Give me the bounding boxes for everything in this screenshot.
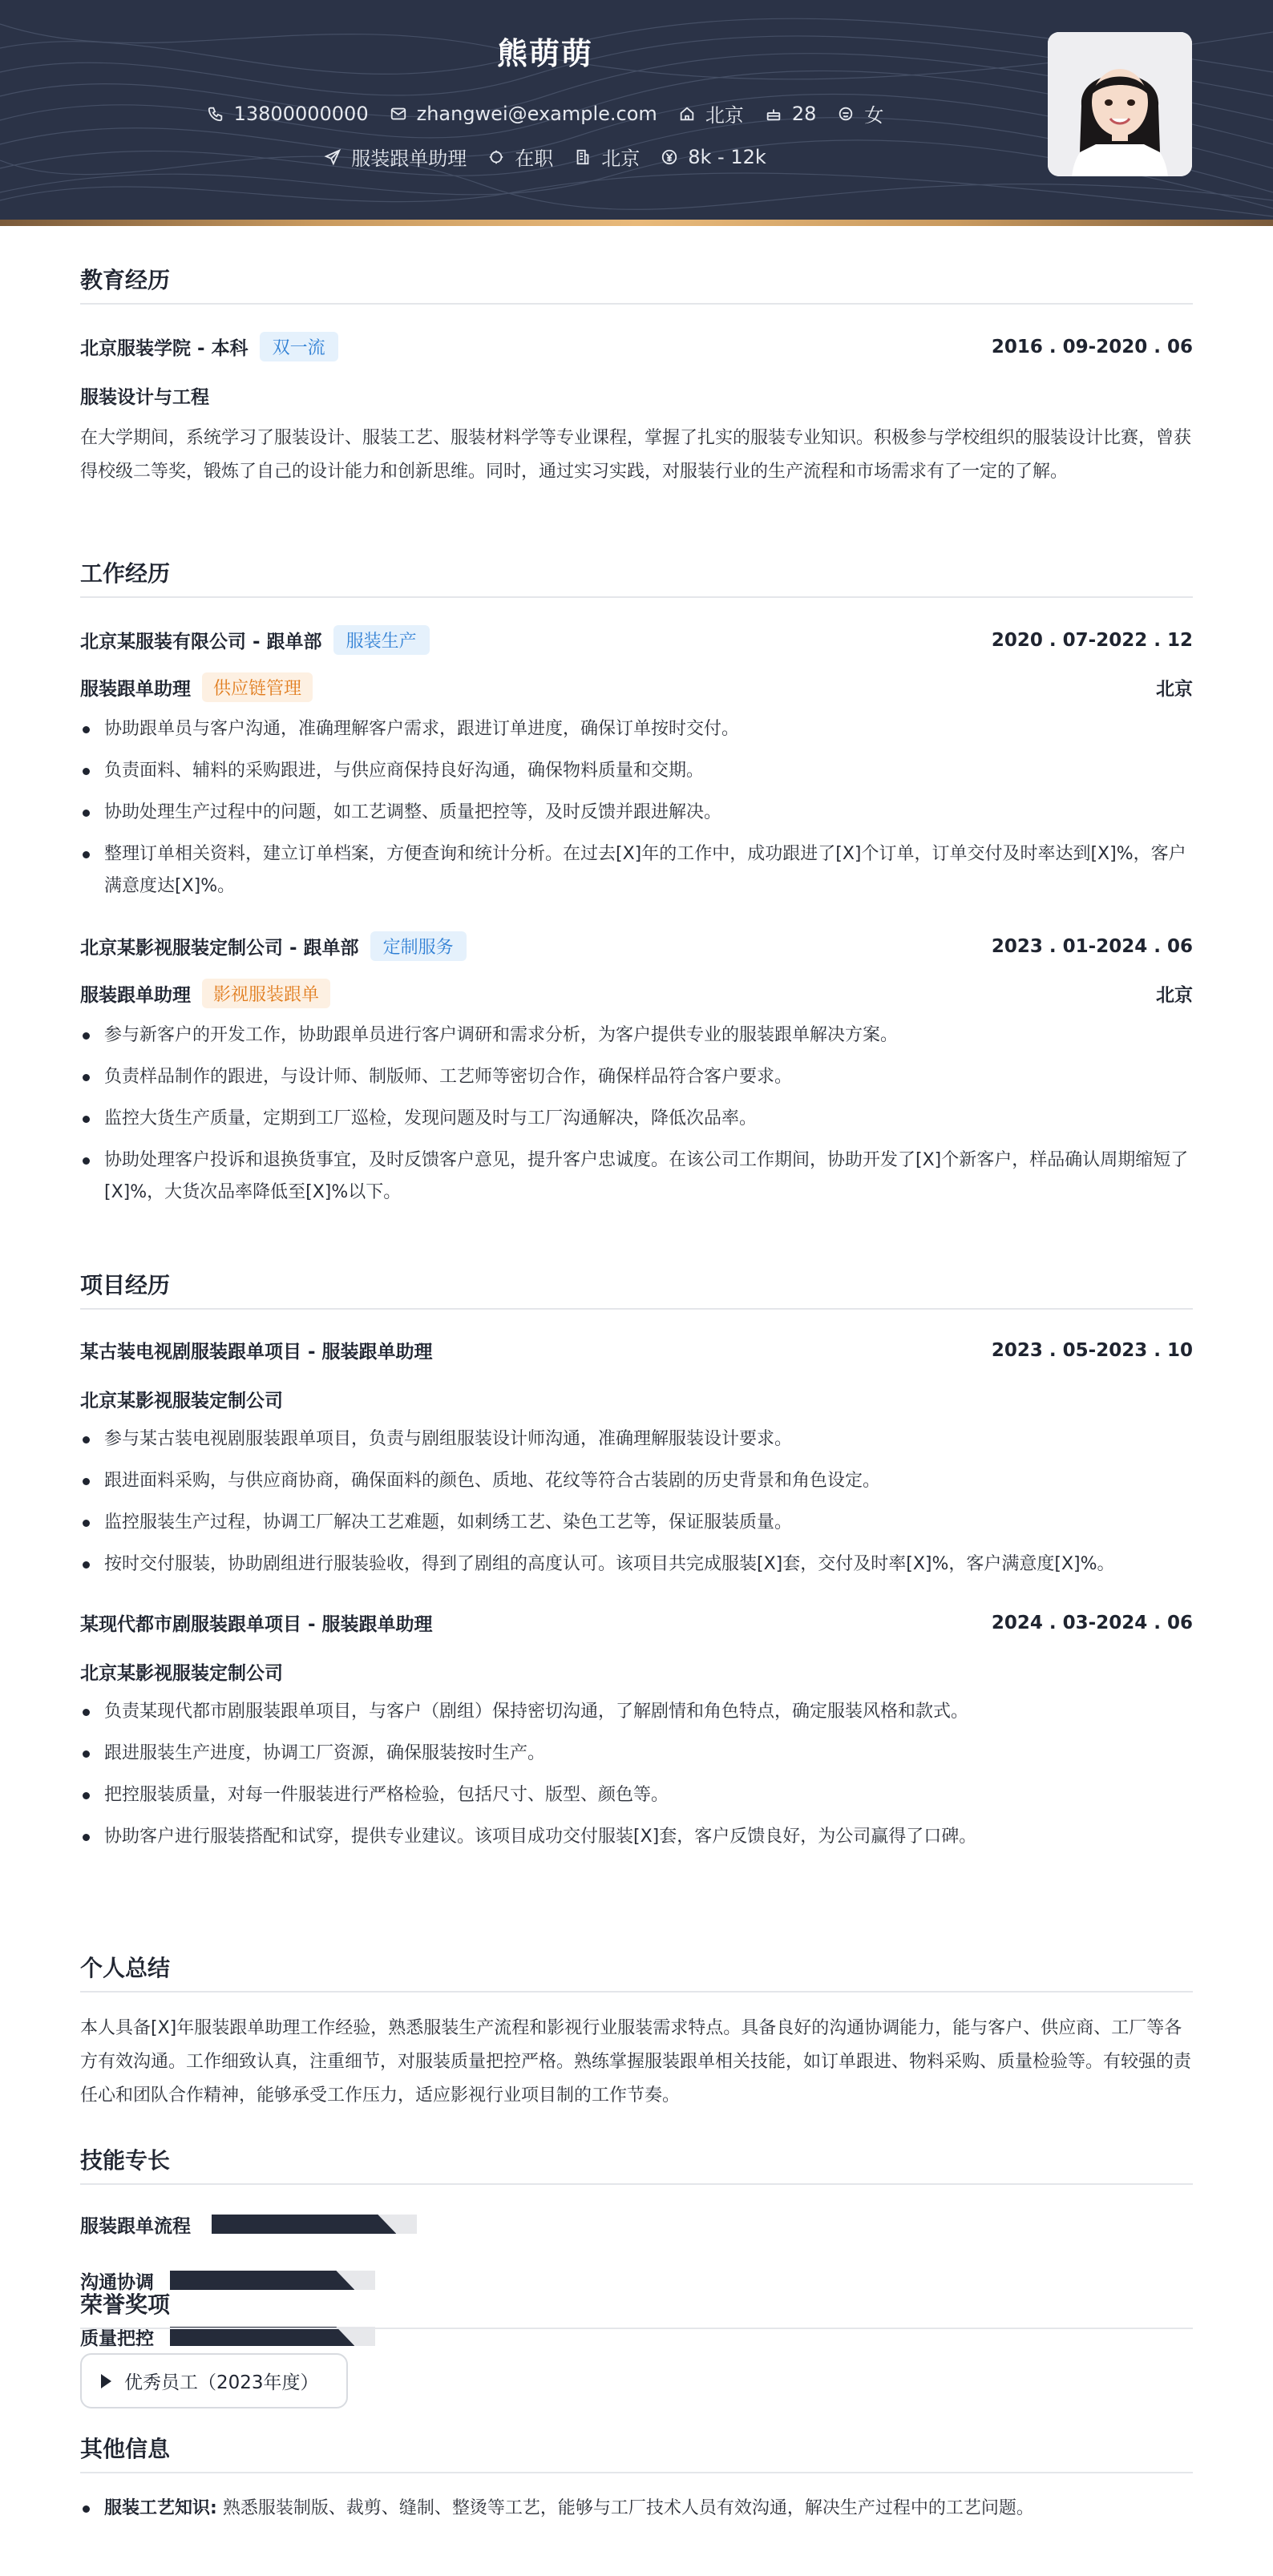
list-item: 监控大货生产质量，定期到工厂巡检，发现问题及时与工厂沟通解决，降低次品率。	[80, 1103, 1193, 1135]
list-item: 参与新客户的开发工作，协助跟单员进行客户调研和需求分析，为客户提供专业的服装跟单解决方案。	[80, 1019, 1193, 1052]
list-item: 按时交付服装，协助剧组进行服装验收，得到了剧组的高度认可。该项目共完成服装[X]套，交付及时率[X]%，客户满意度[X]%。	[80, 1548, 1193, 1581]
gender-icon	[837, 105, 855, 123]
list-item: 跟进面料采购，与供应商协商，确保面料的颜色、质地、花纹等符合古装剧的历史背景和角色设定。	[80, 1465, 1193, 1497]
work-section	[80, 556, 1193, 1209]
mail-icon	[390, 105, 407, 123]
building-icon	[574, 148, 592, 166]
role-tag: 影视服装跟单	[202, 979, 330, 1008]
status-item	[487, 143, 553, 171]
list-item: 把控服装质量，对每一件服装进行严格检验，包括尺寸、版型、颜色等。	[80, 1779, 1193, 1811]
role-line	[80, 672, 313, 702]
skills-heading: 技能专长	[80, 2143, 1193, 2185]
education-section	[80, 263, 1193, 489]
education-description: 在大学期间，系统学习了服装设计、服装工艺、服装材料学等专业课程，掌握了扎实的服装专业知识。积极参与学校组织的服装设计比赛，曾获得校级二等奖，锻炼了自己的设计能力和创新思维。同时，通过实习实践，对服装行业的生产流程和市场需求有了一定的了解。	[80, 428, 1192, 482]
status-text: 在职	[515, 147, 554, 170]
honors-section	[80, 2287, 1193, 2408]
email-text: zhangwei@example.com	[416, 102, 657, 125]
company-line	[80, 625, 430, 655]
project-name: 某现代都市剧服装跟单项目 - 服装跟单助理	[80, 1614, 433, 1635]
skill-bar	[212, 2215, 417, 2234]
profile-photo	[1048, 32, 1192, 176]
list-item: 负责样品制作的跟进，与设计师、制版师、工艺师等密切合作，确保样品符合客户要求。	[80, 1061, 1193, 1093]
list-item: 监控服装生产过程，协调工厂解决工艺难题，如刺绣工艺、染色工艺等，保证服装质量。	[80, 1507, 1193, 1539]
home-city-text: 北京	[705, 104, 744, 127]
skill-label: 服装跟单流程	[80, 2215, 191, 2237]
list-item: 协助处理生产过程中的问题，如工艺调整、质量把控等，及时反馈并跟进解决。	[80, 797, 1193, 829]
project-company: 北京某影视服装定制公司	[80, 1663, 283, 1684]
list-item: 协助客户进行服装搭配和试穿，提供专业建议。该项目成功交付服装[X]套，客户反馈良好，为公司赢得了口碑。	[80, 1821, 1193, 1853]
major-name: 服装设计与工程	[80, 387, 209, 408]
gender-text: 女	[864, 104, 884, 127]
work-bullets	[80, 1019, 1193, 1209]
work-date: 2023 . 01-2024 . 06	[991, 935, 1193, 957]
skill-item	[80, 2196, 646, 2252]
age-text: 28	[791, 102, 817, 125]
work-date: 2020 . 07-2022 . 12	[991, 629, 1193, 651]
project-date: 2023 . 05-2023 . 10	[991, 1339, 1193, 1361]
job-title-item	[324, 143, 467, 171]
projects-section	[80, 1268, 1193, 1853]
work-city-text: 北京	[601, 147, 641, 170]
status-icon	[487, 148, 505, 166]
projects-heading: 项目经历	[80, 1268, 1193, 1310]
home-city-item	[678, 99, 744, 127]
send-icon	[324, 148, 341, 166]
work-city: 北京	[1156, 679, 1193, 700]
other-section	[80, 2432, 1193, 2525]
company-tag: 定制服务	[370, 931, 467, 961]
company-name: 北京某影视服装定制公司 - 跟单部	[80, 938, 359, 959]
gender-item	[837, 99, 883, 127]
school-tag: 双一流	[260, 332, 338, 361]
list-item: 协助处理客户投诉和退换货事宜，及时反馈客户意见，提升客户忠诚度。在该公司工作期间，协助开发了[X]个新客户，样品确认周期缩短了[X]%，大货次品率降低至[X]%以下。	[80, 1145, 1193, 1209]
skill-label: 质量把控	[80, 2328, 154, 2349]
project-entry	[80, 1337, 1193, 1581]
salary-item	[661, 146, 766, 168]
summary-heading: 个人总结	[80, 1951, 1193, 1993]
company-name: 北京某服装有限公司 - 跟单部	[80, 632, 322, 652]
phone-item	[207, 103, 369, 125]
job-intent-row	[0, 143, 1090, 171]
role-tag: 供应链管理	[202, 672, 313, 702]
list-item	[80, 2493, 1193, 2525]
list-item: 跟进服装生产进度，协调工厂资源，确保服装按时生产。	[80, 1738, 1193, 1770]
work-entry	[80, 625, 1193, 902]
list-item: 整理订单相关资料，建立订单档案，方便查询和统计分析。在过去[X]年的工作中，成功跟进了[X]个订单，订单交付及时率达到[X]%，客户满意度达[X]%。	[80, 838, 1193, 902]
yuan-icon	[661, 148, 678, 166]
company-tag: 服装生产	[333, 625, 430, 655]
other-bullets	[80, 2493, 1193, 2525]
work-bullets	[80, 713, 1193, 902]
work-header-row	[80, 625, 1193, 655]
caret-right-icon	[101, 2374, 111, 2388]
summary-section	[80, 1951, 1193, 2113]
cake-icon	[765, 105, 782, 123]
award-item[interactable]	[80, 2353, 348, 2408]
email-item	[390, 103, 657, 125]
work-city: 北京	[1156, 985, 1193, 1006]
other-heading: 其他信息	[80, 2432, 1193, 2473]
work-header-row	[80, 931, 1193, 961]
education-heading: 教育经历	[80, 263, 1193, 305]
candidate-name: 熊萌萌	[496, 36, 593, 71]
honors-heading: 荣誉奖项	[80, 2287, 1193, 2329]
work-city-item	[574, 143, 640, 171]
work-entry	[80, 931, 1193, 1209]
project-name: 某古装电视剧服装跟单项目 - 服装跟单助理	[80, 1342, 433, 1363]
education-header-row	[80, 332, 1193, 361]
school-name: 北京服装学院 - 本科	[80, 338, 249, 359]
list-item: 参与某古装电视剧服装跟单项目，负责与剧组服装设计师沟通，准确理解服装设计要求。	[80, 1423, 1193, 1456]
skill-label: 沟通协调	[80, 2271, 154, 2293]
age-item	[765, 103, 817, 125]
phone-icon	[207, 105, 224, 123]
skill-bar-fill	[212, 2215, 396, 2234]
role-row	[80, 672, 1193, 702]
contact-row	[0, 99, 1090, 127]
list-item: 负责面料、辅料的采购跟进，与供应商保持良好沟通，确保物料质量和交期。	[80, 755, 1193, 787]
project-header-row	[80, 1337, 1193, 1363]
role-name: 服装跟单助理	[80, 985, 191, 1006]
phone-text: 13800000000	[233, 102, 369, 125]
avatar-illustration	[1048, 32, 1192, 176]
school-line	[80, 332, 338, 361]
other-item-text: 熟悉服装制版、裁剪、缝制、整烫等工艺，能够与工厂技术人员有效沟通，解决生产过程中的工艺问题。	[222, 2498, 1034, 2518]
education-date: 2016 . 09-2020 . 06	[991, 336, 1193, 357]
project-company: 北京某影视服装定制公司	[80, 1391, 283, 1411]
company-line	[80, 931, 467, 961]
project-entry	[80, 1609, 1193, 1853]
work-heading: 工作经历	[80, 556, 1193, 598]
summary-text: 本人具备[X]年服装跟单助理工作经验，熟悉服装生产流程和影视行业服装需求特点。具备良好的沟通协调能力，能与客户、供应商、工厂等各方有效沟通。工作细致认真，注重细节，对服装质量把控严格。熟练掌握服装跟单相关技能，如订单跟进、物料采购、质量检验等。有较强的责任心和团队合作精神，能够承受工作压力，适应影视行业项目制的工作节奏。	[80, 2018, 1192, 2106]
project-date: 2024 . 03-2024 . 06	[991, 1612, 1193, 1633]
salary-text: 8k - 12k	[688, 145, 766, 168]
project-bullets	[80, 1696, 1193, 1853]
award-text: 优秀员工（2023年度）	[124, 2372, 319, 2393]
role-line	[80, 979, 330, 1008]
role-row	[80, 979, 1193, 1008]
home-icon	[678, 105, 696, 123]
list-item: 协助跟单员与客户沟通，准确理解客户需求，跟进订单进度，确保订单按时交付。	[80, 713, 1193, 745]
project-bullets	[80, 1423, 1193, 1581]
project-header-row	[80, 1609, 1193, 1636]
role-name: 服装跟单助理	[80, 679, 191, 700]
other-item-label: 服装工艺知识:	[104, 2498, 217, 2518]
list-item: 负责某现代都市剧服装跟单项目，与客户（剧组）保持密切沟通，了解剧情和角色特点，确定服装风格和款式。	[80, 1696, 1193, 1728]
header-accent-bar	[0, 220, 1273, 226]
resume-header	[0, 0, 1273, 226]
job-title-text: 服装跟单助理	[351, 147, 467, 170]
